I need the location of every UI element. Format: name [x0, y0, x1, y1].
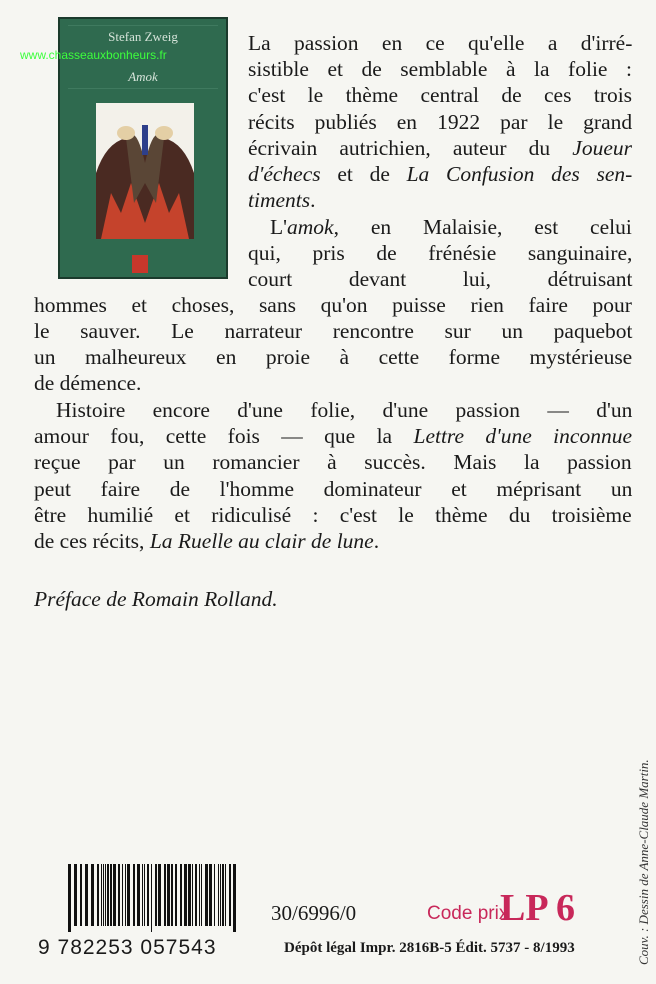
- barcode-bar: [74, 864, 77, 926]
- blurb-line: [248, 110, 632, 135]
- blurb-segment: , en Malaisie, est celui: [333, 215, 632, 239]
- barcode-bar: [68, 864, 71, 932]
- barcode-bar: [205, 864, 208, 926]
- barcode-bar: [188, 864, 191, 926]
- barcode-bar: [133, 864, 135, 926]
- blurb-segment: reçue par un romancier à succès. Mais la passion: [34, 450, 632, 474]
- barcode-bar: [195, 864, 197, 926]
- blurb-line: [34, 450, 632, 475]
- code-prix-label: Code prix: [427, 903, 509, 924]
- barcode-bar: [125, 864, 126, 926]
- barcode-bar: [214, 864, 215, 926]
- blurb-segment: La Ruelle au clair de lune: [149, 529, 374, 553]
- blurb-line: [248, 241, 632, 266]
- code-prix-value: LP 6: [500, 887, 575, 929]
- blurb-line: [248, 31, 632, 56]
- barcode-bar: [118, 864, 120, 926]
- blurb-segment: peut faire de l'homme dominateur et méprisant un: [34, 477, 633, 501]
- blurb-line: [34, 503, 632, 528]
- blurb-line: [248, 83, 632, 108]
- blurb-segment: Joueur: [572, 136, 632, 160]
- blurb-segment: Lettre d'une inconnue: [413, 424, 632, 448]
- blurb-segment: d'échecs: [248, 162, 321, 186]
- blurb-line: [34, 293, 632, 318]
- watermark: www.chasseauxbonheurs.fr: [20, 48, 167, 62]
- barcode-bar: [201, 864, 202, 926]
- barcode-bar: [209, 864, 212, 926]
- blurb-segment: timents: [248, 188, 311, 212]
- barcode-bar: [167, 864, 170, 926]
- blurb-line: [34, 424, 632, 449]
- barcode-bar: [184, 864, 187, 926]
- barcode: [68, 864, 238, 932]
- cover-credit: Couv. : Dessin de Anne-Claude Martin.: [636, 759, 651, 965]
- barcode-bar: [91, 864, 94, 926]
- blurb-line: [34, 345, 632, 370]
- barcode-bar: [105, 864, 106, 926]
- blurb-segment: hommes et choses, sans qu'on puisse rien faire pour: [34, 293, 632, 317]
- barcode-bar: [85, 864, 88, 926]
- barcode-bar: [199, 864, 200, 926]
- barcode-bar: [110, 864, 112, 926]
- barcode-bar: [122, 864, 123, 926]
- blurb-line: [248, 162, 632, 187]
- blurb-line: [34, 587, 278, 612]
- publisher-logo: [132, 255, 148, 273]
- barcode-bar: [113, 864, 116, 926]
- barcode-bar: [164, 864, 166, 926]
- barcode-bar: [192, 864, 193, 926]
- blurb-line: [34, 529, 379, 554]
- blurb-segment: récits publiés en 1922 par le grand: [248, 110, 633, 134]
- reference-number: 30/6996/0: [271, 901, 357, 925]
- blurb-segment: de ces récits,: [34, 529, 150, 553]
- blurb-segment: écrivain autrichien, auteur du: [248, 136, 573, 160]
- blurb-segment: amok: [287, 215, 334, 239]
- barcode-bar: [97, 864, 99, 926]
- blurb-segment: de démence.: [34, 371, 142, 395]
- barcode-bar: [103, 864, 104, 926]
- cover-title: Amok: [128, 69, 158, 84]
- barcode-bar: [220, 864, 221, 926]
- barcode-bar: [142, 864, 143, 926]
- blurb-line: [34, 477, 632, 502]
- barcode-bar: [144, 864, 145, 926]
- blurb-line: [56, 398, 632, 423]
- blurb-line: [270, 215, 632, 240]
- blurb-segment: La Confusion des sen-: [406, 162, 633, 186]
- blurb-segment: le sauver. Le narrateur rencontre sur un paquebot: [34, 319, 633, 343]
- barcode-bar: [171, 864, 173, 926]
- blurb-line: [248, 267, 632, 292]
- barcode-bar: [225, 864, 226, 926]
- blurb-segment: qui, pris de frénésie sanguinaire,: [248, 241, 633, 265]
- barcode-bar: [137, 864, 140, 926]
- barcode-bar: [175, 864, 177, 926]
- barcode-bar: [233, 864, 236, 932]
- blurb-segment: et de: [320, 162, 407, 186]
- blurb-segment: c'est le thème central de ces trois: [248, 83, 633, 107]
- cover-illustration: [96, 103, 194, 239]
- barcode-digits: 9 782253 057543: [38, 936, 217, 959]
- barcode-bar: [180, 864, 182, 926]
- barcode-bar: [155, 864, 157, 926]
- barcode-bar: [107, 864, 109, 926]
- depot-legal: Dépôt légal Impr. 2816B-5 Édit. 5737 - 8/1993: [284, 940, 575, 956]
- blurb-line: [248, 188, 315, 213]
- blurb-segment: Préface de Romain Rolland.: [34, 587, 278, 611]
- barcode-bar: [101, 864, 102, 926]
- blurb-segment: L': [270, 215, 288, 239]
- barcode-bar: [147, 864, 149, 926]
- blurb-line: [248, 57, 632, 82]
- blurb-segment: .: [310, 188, 316, 212]
- barcode-bar: [222, 864, 224, 926]
- blurb-segment: sistible et de semblable à la folie :: [248, 57, 632, 81]
- blurb-segment: un malheureux en proie à cette forme mystérieuse: [34, 345, 633, 369]
- blurb-segment: être humilié et ridiculisé : c'est le thème du troisième: [34, 503, 632, 527]
- barcode-bar: [80, 864, 82, 926]
- blurb-line: [34, 371, 141, 396]
- barcode-bar: [218, 864, 219, 926]
- barcode-bar: [127, 864, 130, 926]
- blurb-line: [248, 136, 632, 161]
- barcode-bar: [229, 864, 231, 926]
- blurb-line: [34, 319, 632, 344]
- blurb-segment: Histoire encore d'une folie, d'une passion — d'un: [56, 398, 633, 422]
- barcode-bar: [151, 864, 152, 932]
- blurb-segment: court devant lui, détruisant: [248, 267, 633, 291]
- cover-author: Stefan Zweig: [108, 29, 178, 44]
- blurb-segment: amour fou, cette fois — que la: [34, 424, 414, 448]
- blurb-segment: .: [373, 529, 380, 553]
- blurb-segment: La passion en ce qu'elle a d'irré-: [248, 31, 633, 55]
- barcode-bar: [158, 864, 161, 926]
